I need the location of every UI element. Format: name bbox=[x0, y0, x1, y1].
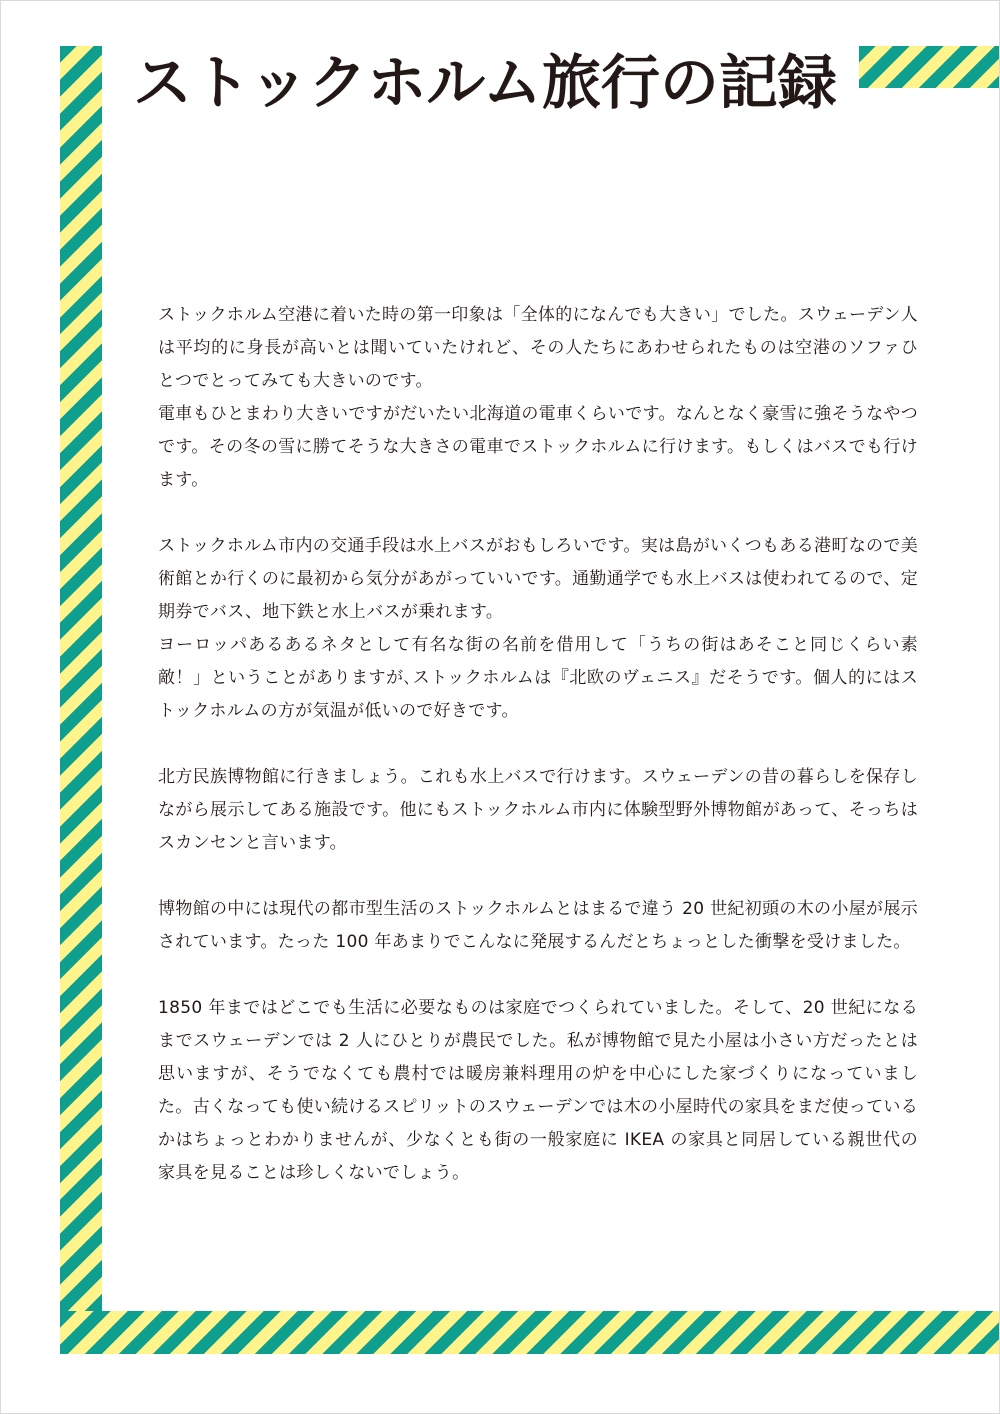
left-striped-border bbox=[60, 46, 102, 1354]
top-right-striped-accent bbox=[859, 46, 999, 88]
article-paragraph-4: 博物館の中には現代の都市型生活のストックホルムとはまるで違う 20 世紀初頭の木の小屋が展示されています。たった 100 年あまりでこんなに発展するんだとちょっとした衝撃を受けました。 bbox=[158, 899, 918, 952]
article-paragraph-1: ストックホルム空港に着いた時の第一印象は「全体的になんでも大きい」でした。スウェーデン人は平均的に身長が高いとは聞いていたけれど、その人たちにあわせられたものは空港のソファひとつでとってみても大きいのです。 電車もひとまわり大きいですがだいたい北海道の電車くらいです。なんとなく豪雪に強そうなやつです。その冬の雪に勝てそうな大きさの電車でストックホルムに行けます。もしくはバスでも行けます。 bbox=[158, 305, 918, 490]
article-paragraph-2: ストックホルム市内の交通手段は水上バスがおもしろいです。実は島がいくつもある港町なので美術館とか行くのに最初から気分があがっていいです。通勤通学でも水上バスは使われてるので、定期券でバス、地下鉄と水上バスが乗れます。 ヨーロッパあるあるネタとして有名な街の名前を借用して「うちの街はあそこと同じくらい素敵！」ということがありますが､ストックホルムは『北欧のヴェニス』だそうです。個人的にはストックホルムの方が気温が低いので好きです。 bbox=[158, 536, 918, 721]
bottom-striped-border bbox=[60, 1311, 999, 1354]
page-title: ストックホルム旅行の記録 bbox=[133, 48, 837, 117]
article-body bbox=[158, 299, 918, 1223]
article-paragraph-3: 北方民族博物館に行きましょう。これも水上バスで行けます。スウェーデンの昔の暮らしを保存しながら展示してある施設です。他にもストックホルム市内に体験型野外博物館があって、そっちはスカンセンと言います。 bbox=[158, 767, 918, 853]
article-paragraph-5: 1850 年まではどこでも生活に必要なものは家庭でつくられていました。そして、20 世紀になるまでスウェーデンでは 2 人にひとりが農民でした。私が博物館で見た小屋は小さい方だったとは思いますが、そうでなくても農村では暖房兼料理用の炉を中心にした家づくりになっていました。古くなっても使い続けるスピリットのスウェーデンでは木の小屋時代の家具をまだ使っているかはちょっとわかりませんが、少なくとも街の一般家庭に IKEA の家具と同居している親世代の家具を見ることは珍しくないでしょう。 bbox=[158, 998, 918, 1183]
